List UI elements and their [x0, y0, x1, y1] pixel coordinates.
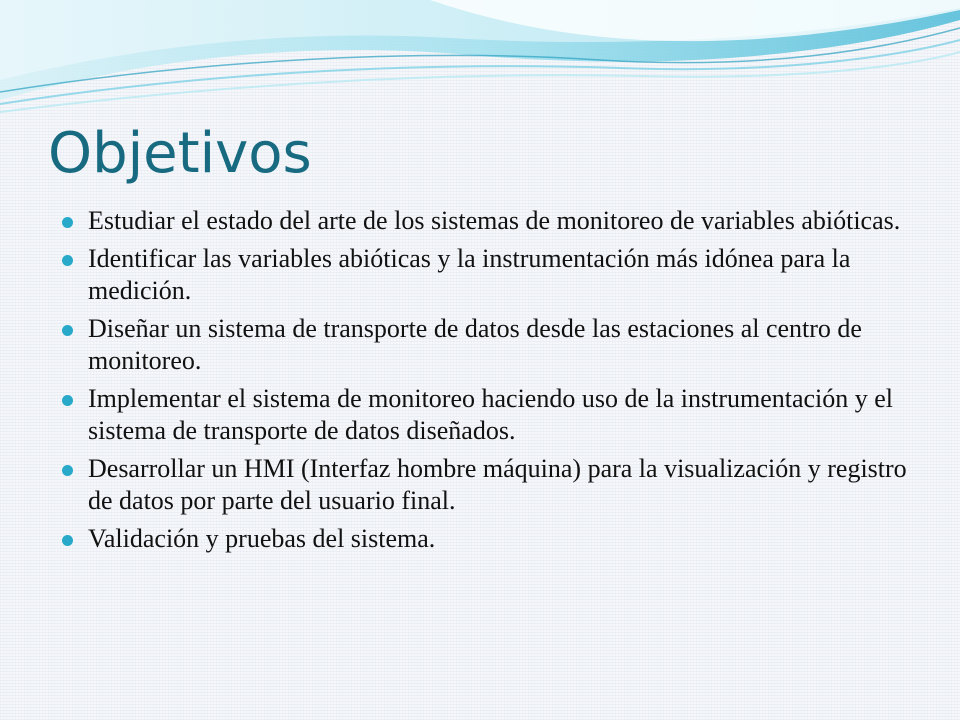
- slide-title: Objetivos: [48, 121, 312, 186]
- objectives-list: [60, 205, 920, 561]
- list-item-text: Desarrollar un HMI (Interfaz hombre máquina) para la visualización y registro de datos por parte del usuario final.: [88, 454, 907, 515]
- list-item: [60, 453, 920, 517]
- list-item: [60, 205, 920, 237]
- circle-bullet-icon: [62, 465, 73, 476]
- circle-bullet-icon: [62, 255, 73, 266]
- list-item-text: Validación y pruebas del sistema.: [88, 524, 436, 553]
- circle-bullet-icon: [62, 325, 73, 336]
- header-wave-decoration: [0, 0, 960, 120]
- list-item-text: Diseñar un sistema de transporte de datos desde las estaciones al centro de monitoreo.: [88, 314, 862, 375]
- list-item: [60, 523, 920, 555]
- list-item: [60, 383, 920, 447]
- list-item: [60, 313, 920, 377]
- circle-bullet-icon: [62, 535, 73, 546]
- list-item-text: Identificar las variables abióticas y la instrumentación más idónea para la medición.: [88, 244, 851, 305]
- circle-bullet-icon: [62, 395, 73, 406]
- list-item-text: Estudiar el estado del arte de los sistemas de monitoreo de variables abióticas.: [88, 206, 901, 235]
- list-item-text: Implementar el sistema de monitoreo haciendo uso de la instrumentación y el sistema de transporte de datos diseñados.: [88, 384, 894, 445]
- list-item: [60, 243, 920, 307]
- circle-bullet-icon: [62, 217, 73, 228]
